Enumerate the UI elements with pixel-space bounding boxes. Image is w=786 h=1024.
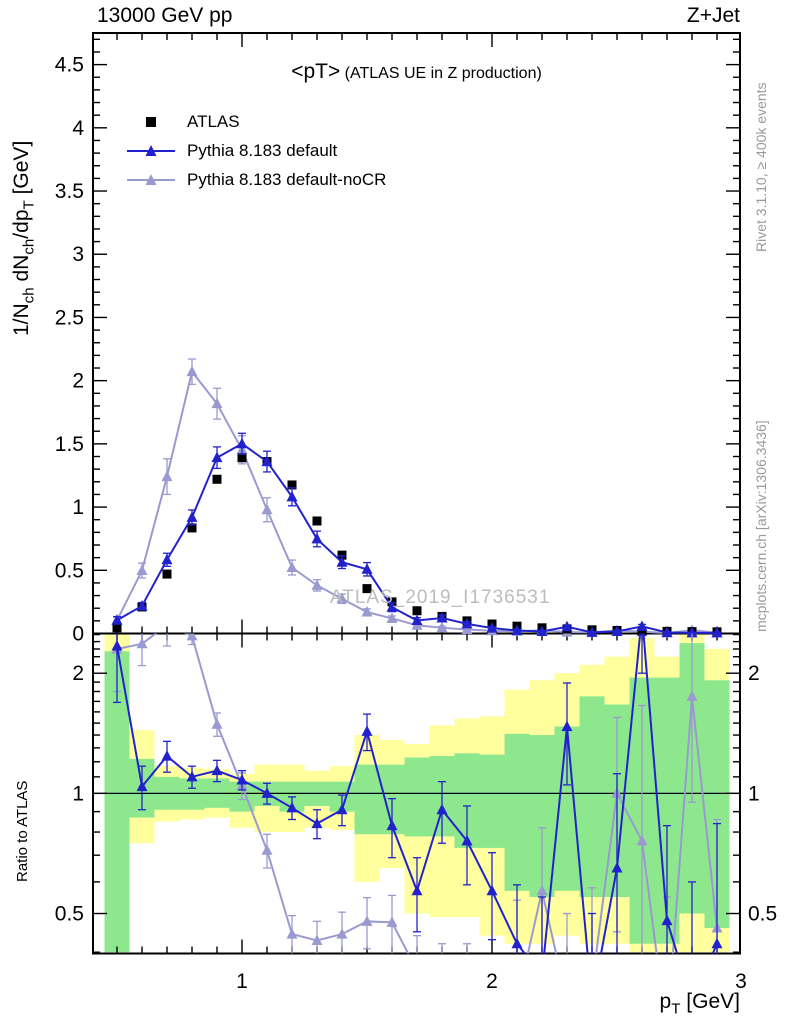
legend-item-atlas	[127, 111, 240, 133]
svg-text:4.5: 4.5	[54, 53, 84, 77]
legend-label: Pythia 8.183 default-noCR	[187, 170, 387, 189]
svg-text:0.5: 0.5	[54, 559, 84, 583]
svg-text:2: 2	[486, 970, 498, 993]
svg-text:3: 3	[735, 970, 747, 993]
svg-text:2.5: 2.5	[54, 306, 84, 330]
rivet-version-note: Rivet 3.1.10, ≥ 400k events	[753, 82, 769, 252]
observable-context: (ATLAS UE in Z production)	[340, 65, 542, 82]
gray-triangle-line-marker-icon	[127, 173, 175, 187]
legend-label: Pythia 8.183 default	[187, 141, 338, 160]
header-beam-energy: 13000 GeV pp	[97, 4, 233, 27]
svg-text:2: 2	[72, 369, 84, 393]
x-axis-title: $p_T$ [GeV]	[659, 990, 740, 1018]
svg-text:2: 2	[72, 662, 84, 686]
atlas-square-marker-icon	[127, 115, 175, 129]
svg-text:1: 1	[236, 970, 248, 993]
svg-text:2: 2	[748, 662, 760, 686]
svg-text:1.5: 1.5	[54, 432, 84, 456]
svg-text:1: 1	[748, 782, 760, 806]
svg-text:1: 1	[72, 496, 84, 520]
ratio-axis-label: Ratio to ATLAS	[14, 780, 31, 882]
svg-text:3.5: 3.5	[54, 180, 84, 204]
legend-item-pythia-nocr	[127, 169, 386, 191]
legend-item-pythia-default	[127, 140, 337, 162]
svg-text:0.5: 0.5	[54, 902, 84, 926]
svg-text:1: 1	[72, 782, 84, 806]
analysis-id-watermark: ATLAS_2019_I1736531	[330, 587, 551, 608]
legend-label: ATLAS	[187, 112, 240, 131]
blue-triangle-line-marker-icon	[127, 144, 175, 158]
svg-text:3: 3	[72, 243, 84, 267]
header-process: Z+Jet	[686, 4, 740, 27]
svg-text:0: 0	[72, 622, 84, 646]
mcplots-arxiv-note: mcplots.cern.ch [arXiv:1306.3436]	[753, 420, 769, 632]
svg-text:4: 4	[72, 116, 84, 140]
observable-name: <pT>	[291, 60, 341, 83]
svg-text:0.5: 0.5	[748, 902, 778, 926]
y-axis-title: $1/N_{ch}$ $dN_{ch}/dp_T$ [GeV]	[10, 140, 38, 336]
panel-title	[93, 60, 740, 84]
